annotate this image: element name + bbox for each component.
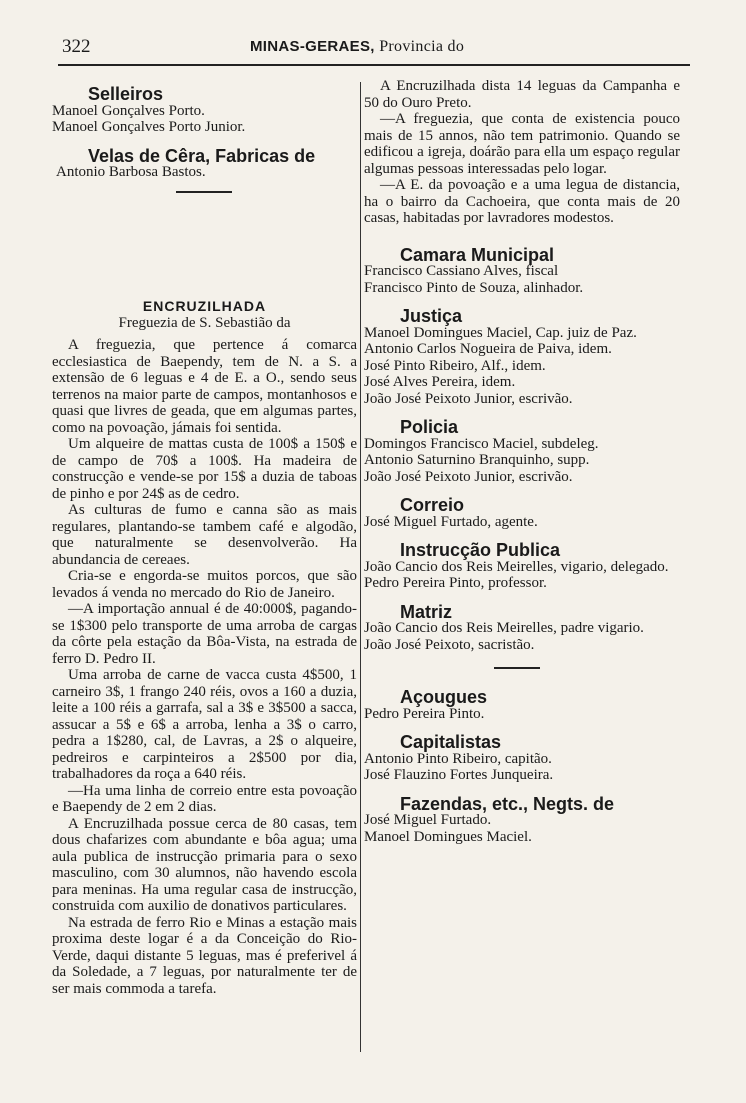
encruzilhada-article [52,298,357,997]
section-entry: José Pinto Ribeiro, Alf., idem. [364,357,546,374]
right-column [364,78,680,845]
section-capitalistas [364,734,680,784]
section-rule [176,191,232,193]
section-heading: Correio [400,495,465,515]
section-entry: Antonio Carlos Nogueira de Paiva, idem. [364,341,612,357]
section-acougues [364,689,680,722]
section-entry: José Flauzino Fortes Junqueira. [364,767,554,783]
paragraph: Uma arroba de carne de vacca custa 4$500, 1 carneiro 3$, 1 frango 240 réis, ovos a 160 a duzia, leite a 100 réis a garrafa, sal a 3$ e 3$500 a sacca, assucar a 5$ e 6$ a arroba, lenha a 3$ o carro, pedra a 1$280, cal, de Lavras, a 2$ o alqueire, pedreiros e carpinteiros a 2$500 por dia, trabalhadores da roça a 640 réis. [52,667,357,782]
paragraph: A freguezia, que pertence á comarca ecclesiastica de Baependy, tem de N. a S. a extensão de 6 leguas e 4 de E. a O., sendo seus terrenos na maior parte de campos, montanhosos e quasi que livres de geada, que em algumas partes, como na povoação, jámais foi sentida. [52,337,357,436]
section-entry: Pedro Pereira Pinto. [364,705,485,722]
selleiros-entry: Manoel Gonçalves Porto. [52,102,205,119]
section-heading: Instrucção Publica [400,540,561,560]
place-subheading: Freguezia de S. Sebastião da [118,314,291,331]
section-entry: João José Peixoto Junior, escrivão. [364,390,573,407]
section-entry: João José Peixoto Junior, escrivão. [364,468,573,485]
section-entry: Domingos Francisco Maciel, subdeleg. [364,435,599,452]
running-head-title: MINAS-GERAES, [250,38,375,55]
section-entry: Pedro Pereira Pinto, professor. [364,575,547,591]
page-number: 322 [62,36,91,57]
velas-heading: Velas de Cêra, Fabricas de [88,145,316,166]
paragraph: Na estrada de ferro Rio e Minas a estação mais proxima deste logar é a da Conceição do Rio-Verde, daqui distante 5 leguas, mas é preferivel á da Soledade, a 7 leguas, por naturalmente ter de ser mais commoda a tarefa. [52,914,357,997]
section-heading: Policia [400,417,459,437]
section-heading: Matriz [400,601,453,622]
section-entry: José Alves Pereira, idem. [364,374,516,390]
section-matriz [364,601,680,654]
velas-entry: Antonio Barbosa Bastos. [56,164,206,180]
paragraph: As culturas de fumo e canna são as mais regulares, plantando-se tambem café e algodão, que naturalmente se desenvolverão. Ha abundancia de cereaes. [52,502,357,568]
section-entry: João Cancio dos Reis Meirelles, padre vigario. [364,620,644,636]
section-entry: Antonio Pinto Ribeiro, capitão. [364,750,552,767]
section-entry: João Cancio dos Reis Meirelles, vigario, delegado. [364,558,669,575]
running-head [250,38,464,56]
paragraph: A Encruzilhada possue cerca de 80 casas, tem dous chafarizes com abundante e bôa agua; uma aula publica de instrucção primaria para o sexo masculino, com 30 alumnos, não havendo escola para meninas. Ha uma regular casa de instrucção, construida com auxilio de donativos particulares. [52,815,357,914]
section-entry: Antonio Saturnino Branquinho, supp. [364,452,590,468]
intro-paragraph: —A freguezia, que conta de existencia pouco mais de 15 annos, não tem patrimonio. Quando se edificou a igreja, doárão para ella um espaço regular algumas pessoas interessadas pelo logar. [364,111,680,177]
intro-paragraph: A Encruzilhada dista 14 leguas da Campanha e 50 do Ouro Preto. [364,78,680,111]
section-heading: Fazendas, etc., Negts. de [400,793,615,814]
section-entry: Francisco Cassiano Alves, fiscal [364,263,559,279]
paragraph: Um alqueire de mattas custa de 100$ a 150$ e de campo de 70$ a 100$. Ha madeira de construcção e vende-se por 15$ a duzia de taboas de pinho e por 24$ as de cedro. [52,436,357,502]
header-rule [58,64,690,66]
section-entry: Manoel Domingues Maciel, Cap. juiz de Paz. [364,324,637,341]
left-column [52,86,357,193]
selleiros-entry: Manoel Gonçalves Porto Junior. [52,119,246,135]
section-entry: Manoel Domingues Maciel. [364,828,532,845]
section-fazendas [364,793,680,846]
running-head-subtitle: Provincia do [379,38,465,55]
section-heading: Açougues [400,687,488,707]
paragraph: Cria-se e engorda-se muitos porcos, que são levados á venda no mercado do Rio de Janeiro. [52,568,357,601]
paragraph: —Ha uma linha de correio entre esta povoação e Baependy de 2 em 2 dias. [52,782,357,815]
section-entry: Francisco Pinto de Souza, alinhador. [364,279,584,296]
section-rule [494,667,540,669]
section-entry: José Miguel Furtado. [364,812,492,828]
section-entry: José Miguel Furtado, agente. [364,513,538,530]
page-header [62,36,682,62]
section-heading: Capitalistas [400,732,502,752]
section-heading: Justiça [400,306,463,326]
section-correio [364,497,680,530]
section-justica [364,308,680,407]
section-heading: Camara Municipal [400,244,555,265]
section-entry: João José Peixoto, sacristão. [364,636,535,653]
paragraph: —A importação annual é de 40:000$, pagando-se 1$300 pelo transporte de uma arroba de cargas da côrte pela estação da Bôa-Vista, na estrada de ferro D. Pedro II. [52,601,357,667]
section-instrucao [364,542,680,592]
column-divider [360,82,361,1052]
selleiros-heading: Selleiros [88,84,164,104]
intro-paragraph: —A E. da povoação e a uma legua de distancia, ha o bairro da Cachoeira, que conta mais de 20 casas, habitadas por lavradores modestos. [364,177,680,226]
place-heading: ENCRUZILHADA [142,298,267,314]
section-policia [364,419,680,485]
section-camara [364,244,680,297]
